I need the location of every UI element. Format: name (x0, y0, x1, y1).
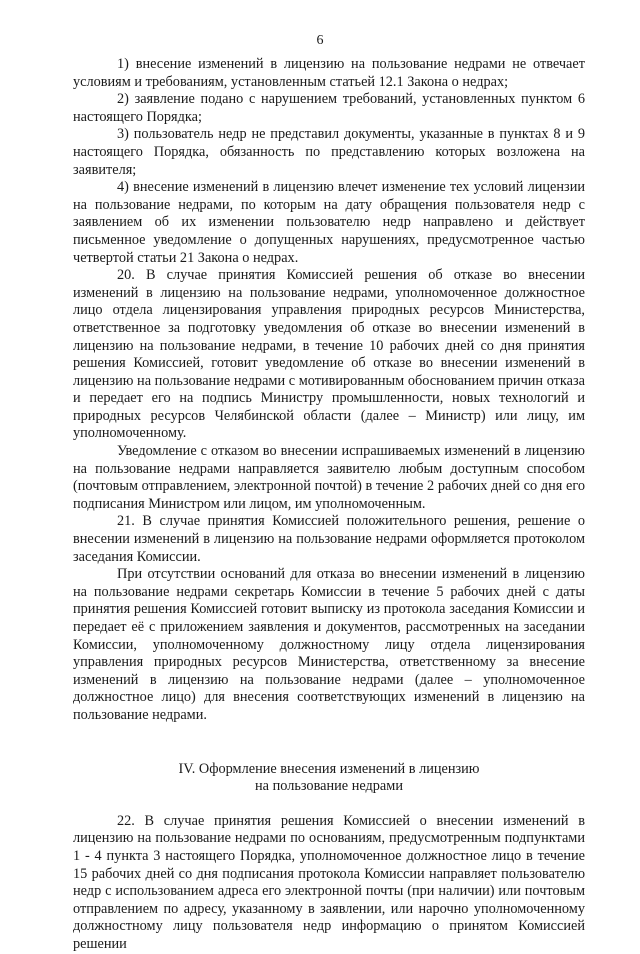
paragraph-22: 22. В случае принятия решения Комиссией о внесении изменений в лицензию на пользование недрами по основаниям, предусмотренным подпунктами 1 - 4 пункта 3 настоящего Порядка, уполномоченное должностное лицо в течение 15 рабочих дней со дня подписания протокола Комиссии направляет пользователю недр с использованием адреса его электронной почты (при наличии) или почтовым отправлением по адресу, указанному в заявлении, или нарочно уполномоченному должностному лицу пользователя недр информацию о принятом Комиссией решении (73, 812, 585, 952)
paragraph-notification: Уведомление с отказом во внесении испрашиваемых изменений в лицензию на пользование недрами направляется заявителю любым доступным способом (почтовым отправлением, электронной почтой) в течение 2 рабочих дней со дня его подписания Министром или лицом, им уполномоченным. (73, 443, 585, 512)
paragraph-no-grounds: При отсутствии оснований для отказа во внесении изменений в лицензию на пользование недрами секретарь Комиссии в течение 5 рабочих дней с даты принятия решения Комиссией готовит выписку из протокола заседания Комиссии и передает её с приложением заявления и документов, рассмотренных на заседании Комиссии, уполномоченному должностному лицу отдела лицензирования управления природных ресурсов Министерства, ответственному за внесение изменений в лицензию на пользование недрами (далее – уполномоченное должностное лицо) для внесения соответствующих изменений в лицензию на пользование недрами. (73, 566, 585, 723)
paragraph-item-3: 3) пользователь недр не представил документы, указанные в пунктах 8 и 9 настоящего Порядка, обязанность по представлению которых возложена на заявителя; (73, 126, 585, 178)
paragraph-item-2: 2) заявление подано с нарушением требований, установленных пунктом 6 настоящего Порядка; (73, 91, 585, 125)
section-heading-line-1: IV. Оформление внесения изменений в лицензию (178, 760, 480, 777)
paragraph-item-1: 1) внесение изменений в лицензию на пользование недрами не отвечает условиям и требованиям, установленным статьей 12.1 Закона о недрах; (73, 56, 585, 90)
section-heading-line-2: на пользование недрами (255, 778, 403, 795)
paragraph-21: 21. В случае принятия Комиссией положительного решения, решение о внесении изменений в лицензию на пользование недрами оформляется протоколом заседания Комиссии. (73, 513, 585, 565)
page-number: 6 (316, 33, 324, 48)
spacer (73, 796, 585, 813)
spacer (73, 725, 585, 761)
paragraph-item-4: 4) внесение изменений в лицензию влечет изменение тех условий лицензии на пользование недрами, по которым на дату обращения пользователя недр с заявлением об их изменении пользователю недр направлено и действует письменное уведомление о допущенных нарушениях, предусмотренное частью четвертой статьи 21 Закона о недрах. (73, 179, 585, 266)
paragraph-20: 20. В случае принятия Комиссией решения об отказе во внесении изменений в лицензию на пользование недрами, уполномоченное должностное лицо отдела лицензирования управления природных ресурсов Министерства, ответственное за подготовку уведомления об отказе во внесении изменений в лицензию на пользование недрами, в течение 10 рабочих дней со дня принятия решения Комиссией, готовит уведомление об отказе во внесении изменений в лицензию на пользование недрами с мотивированным обоснованием причин отказа и передает его на подпись Министру промышленности, новых технологий и природных ресурсов Челябинской области (далее – Министр) или лицу, им уполномоченному. (73, 267, 585, 442)
document-body (73, 56, 585, 954)
